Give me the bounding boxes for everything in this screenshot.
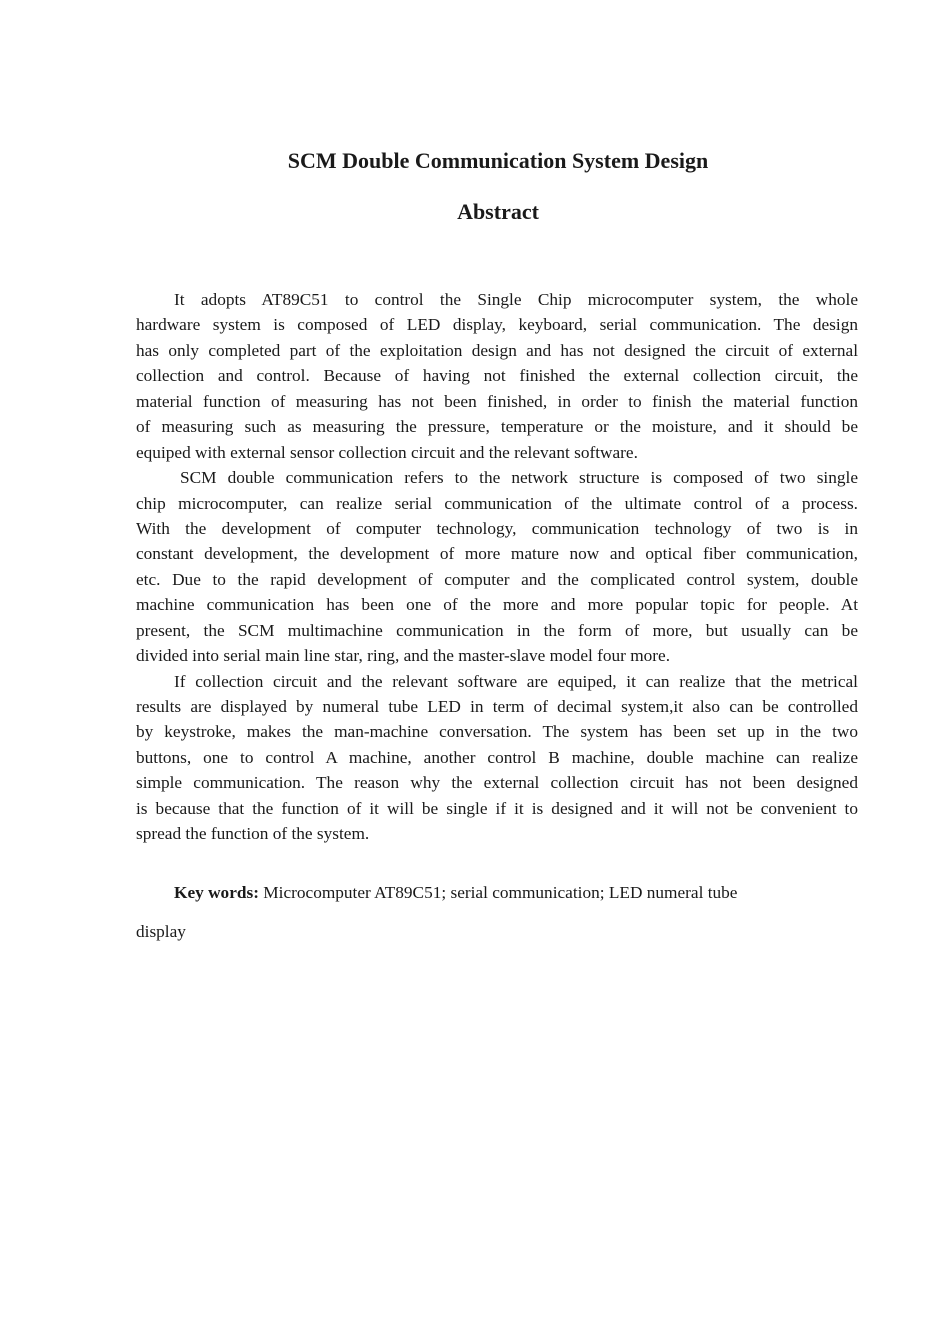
text-line: divided into serial main line star, ring, and the master-slave model four more.: [136, 646, 671, 666]
text-line: chip microcomputer, can realize serial communication of the ultimate control of a process.: [136, 493, 858, 513]
text-line: If collection circuit and the relevant software are equiped, it can realize that the metrical: [174, 671, 858, 691]
text-line: equiped with external sensor collection circuit and the relevant software.: [136, 442, 638, 462]
keywords-text: Microcomputer AT89C51; serial communication; LED numeral tube: [258, 883, 738, 902]
text-line: SCM double communication refers to the network structure is composed of two single: [180, 468, 858, 488]
keywords-label: Key words:: [174, 883, 259, 902]
text-line: simple communication. The reason why the external collection circuit has not been designed: [136, 773, 858, 793]
abstract-heading: Abstract: [457, 199, 539, 224]
abstract-body: [136, 287, 858, 847]
text-line: buttons, one to control A machine, another control B machine, double machine can realize: [136, 747, 858, 767]
text-line: material function of measuring has not been finished, in order to finish the material function: [136, 391, 858, 411]
text-line: spread the function of the system.: [136, 824, 370, 844]
text-line: collection and control. Because of having not finished the external collection circuit, the: [136, 366, 858, 386]
text-line: It adopts AT89C51 to control the Single Chip microcomputer system, the whole: [174, 290, 858, 309]
paragraph: [136, 465, 858, 669]
text-line: With the development of computer technology, communication technology of two is in: [136, 518, 858, 538]
text-line: by keystroke, makes the man-machine conversation. The system has been set up in the two: [136, 722, 858, 742]
text-line: results are displayed by numeral tube LED in term of decimal system,it also can be controlled: [136, 697, 858, 716]
text-line: hardware system is composed of LED display, keyboard, serial communication. The design: [136, 315, 858, 335]
text-line: machine communication has been one of the more and more popular topic for people. At: [136, 595, 858, 615]
text-line: has only completed part of the exploitation design and has not designed the circuit of external: [136, 340, 858, 360]
keywords-line: [136, 883, 896, 903]
document-title: SCM Double Communication System Design: [287, 148, 709, 173]
text-line: of measuring such as measuring the pressure, temperature or the moisture, and it should be: [136, 417, 858, 437]
keywords-continuation: display: [136, 922, 186, 941]
text-line: is because that the function of it will be single if it is designed and it will not be convenient to: [136, 798, 858, 818]
text-line: present, the SCM multimachine communication in the form of more, but usually can be: [136, 620, 858, 640]
text-line: constant development, the development of more mature now and optical fiber communication,: [136, 544, 858, 564]
paragraph: [136, 287, 858, 465]
paragraph: [136, 669, 858, 847]
text-line: etc. Due to the rapid development of computer and the complicated control system, double: [136, 569, 858, 589]
